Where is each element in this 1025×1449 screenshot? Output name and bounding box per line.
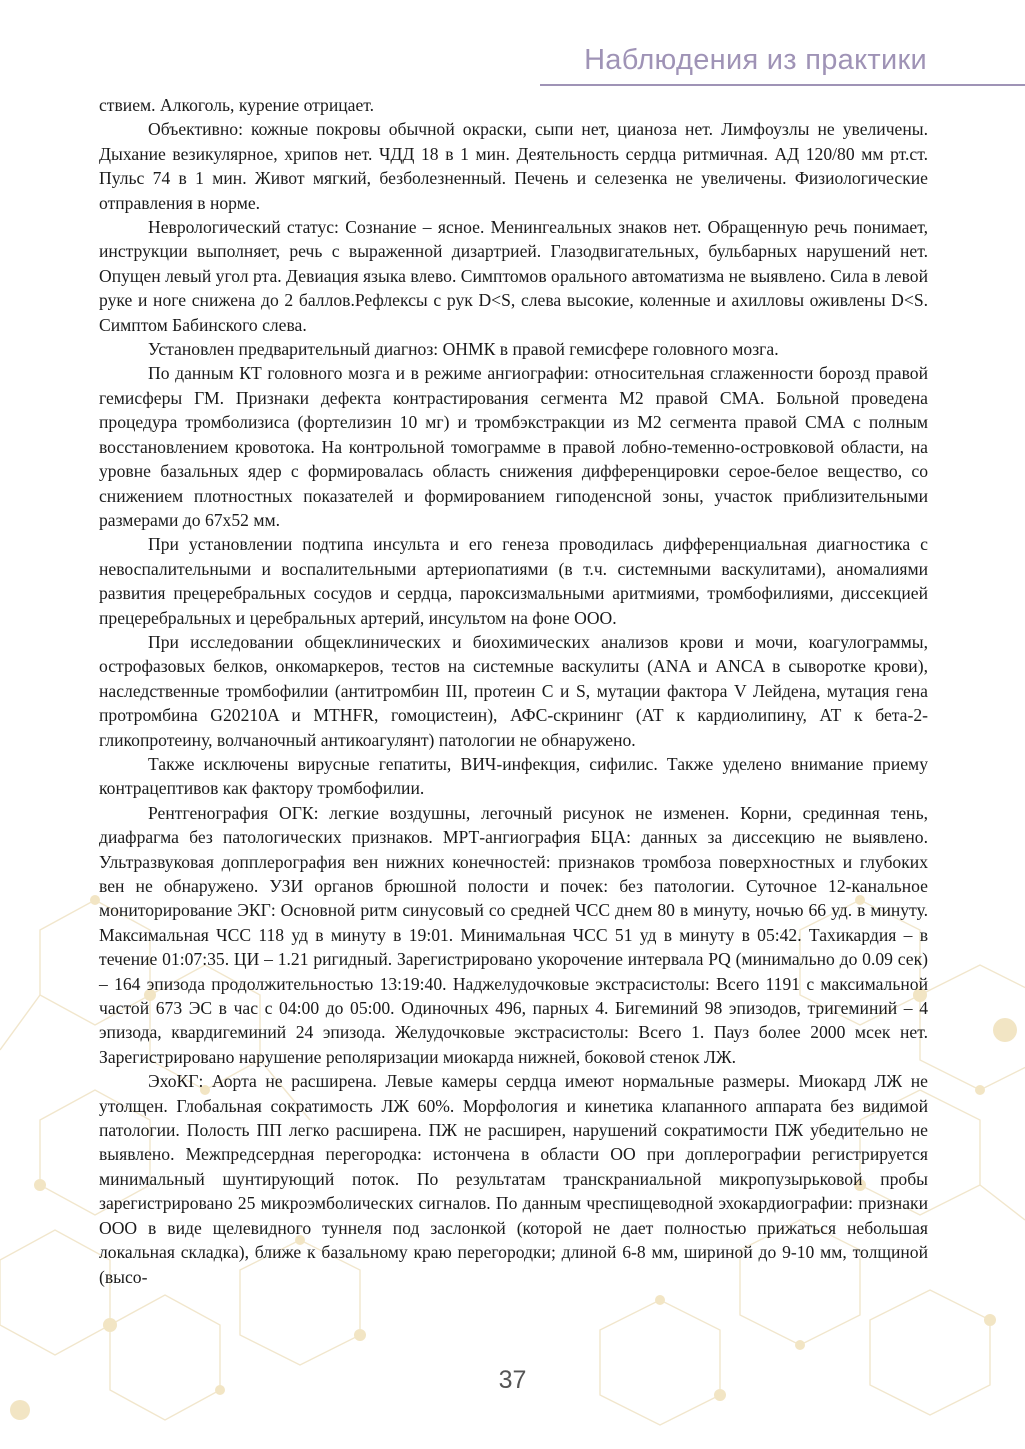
paragraph-imaging-ecg: Рентгенография ОГК: легкие воздушны, легочный рисунок не изменен. Корни, срединная тень, диафрагма без патологических признаков. МРТ-ангиография БЦА: данных за диссекцию не выявлено. Ультразвуковая допплерография вен нижних конечностей: признаков тромбоза поверхностных и глубоких вен не обнаружено. УЗИ органов брюшной полости и почек: без патологии. Суточное 12-канальное мониторирование ЭКГ: Основной ритм синусовый со средней ЧСС днем 80 в минуту, ночью 66 уд. в минуту. Максимальная ЧСС 118 уд в минуту в 19:01. Минимальная ЧСС 51 уд в минуту в 05:42. Тахикардия – в течение 01:07:35. ЦИ – 1.21 ригидный. Зарегистрировано укорочение интервала PQ (минимально до 0.09 сек) – 164 эпизода продолжительностью 13:19:40. Наджелудочковые экстрасистолы: Всего 1191 с максимальной частой 673 ЭС в час с 04:00 до 05:00. Одиночных 496, парных 4. Бигеминий 98 эпизодов, тригеминий – 4 эпизода, квардигеминий 24 эпизода. Желудочковые экстрасистолы: Всего 1. Пауз более 2000 мсек нет. Зарегистрировано нарушение реполяризации миокарда нижней, боковой стенок ЛЖ. — [99, 802, 928, 1067]
paragraph-exclusions: Также исключены вирусные гепатиты, ВИЧ-инфекция, сифилис. Также уделено внимание приему контрацептивов как фактору тромбофилии. — [99, 753, 928, 799]
paragraph-lab-tests: При исследовании общеклинических и биохимических анализов крови и мочи, коагулограммы, острофазовых белков, онкомаркеров, тестов на системные васкулиты (ANA и ANCA в сыворотке крови), наследственные тромбофилии (антитромбин III, протеин С и S, мутации фактора V Лейдена, мутация гена протромбина G20210A и MTHFR, гомоцистеин), АФС-скрининг (АТ к кардиолипину, АТ к бета-2-гликопротеину, волчаночный антикоагулянт) патологии не обнаружено. — [99, 631, 928, 750]
paragraph-preliminary-diagnosis: Установлен предварительный диагноз: ОНМК в правой гемисфере головного мозга. — [148, 339, 779, 360]
paragraph-echocardiography: ЭхоКГ: Аорта не расширена. Левые камеры сердца имеют нормальные размеры. Миокард ЛЖ не утолщен. Глобальная сократимость ЛЖ 60%. Морфология и кинетика клапанного аппарата без видимой патологии. Полость ПП легко расширена. ПЖ не расширен, нарушений сократимости ПЖ убедительно не выявлено. Межпредсердная перегородка: истончена в области ОО при доплерографии регистрируется минимальный шунтирующий поток. По результатам транскраниальной микропузырьковой пробы зарегистрировано 25 микроэмболических сигналов. По данным чреспищеводной эхокардиографии: признаки ООО в виде щелевидного туннеля под заслонкой (которой не дает полностью прижаться небольшая локальная складка), ближе к базальному краю перегородки; длиной 6-8 мм, шириной до 9-10 мм, толщиной (высо- — [99, 1071, 928, 1287]
header-rule — [540, 84, 1025, 86]
paragraph-neuro-status: Неврологический статус: Сознание – ясное. Менингеальных знаков нет. Обращенную речь понимает, инструкции выполняет, речь с выраженной дизартрией. Глазодвигательных, бульбарных нарушений нет. Опущен левый угол рта. Девиация языка влево. Симптомов орального автоматизма не выявлено. Сила в левой руке и ноге снижена до 2 баллов.Рефлексы с рук D<S, слева высокие, коленные и ахилловы оживлены D<S. Симптом Бабинского слева. — [99, 217, 928, 335]
running-header-section-title: Наблюдения из практики — [584, 44, 927, 76]
paragraph-objective-exam: Объективно: кожные покровы обычной окраски, сыпи нет, цианоза нет. Лимфоузлы не увеличены. Дыхание везикулярное, хрипов нет. ЧДД 18 в 1 мин. Деятельность сердца ритмичная. АД 120/80 мм рт.ст. Пульс 74 в 1 мин. Живот мягкий, безболезненный. Печень и селезенка не увеличены. Физиологические отправления в норме. — [99, 119, 928, 213]
paragraph-continuation: ствием. Алкоголь, курение отрицает. — [99, 95, 375, 115]
page-number: 37 — [498, 1366, 527, 1394]
paragraph-differential-diagnosis: При установлении подтипа инсульта и его генеза проводилась дифференциальная диагностика с невоспалительными и воспалительными артериопатиями (в т.ч. системными васкулитами), аномалиями развития прецеребральных сосудов и сердца, пароксизмальными аритмиями, тромбофилиями, диссекцией прецеребральных и церебральных артерий, инсультом на фоне ООО. — [99, 534, 928, 628]
paragraph-ct-findings: По данным КТ головного мозга и в режиме ангиографии: относительная сглаженности борозд правой гемисферы ГМ. Признаки дефекта контрастирования сегмента М2 правой СМА. Больной проведена процедура тромболизиса (фортелизин 10 мг) и тромбэкстракции из М2 сегмента правой СМА с полным восстановлением кровотока. На контрольной томограмме в правой лобно-теменно-островковой области, на уровне базальных ядер с формировалась область снижения дифференцировки серое-белое вещество, со снижением плотностных показателей и формированием гиподенсной зоны, участок приблизительными размерами до 67х52 мм. — [99, 363, 928, 530]
article-body — [99, 93, 928, 1289]
